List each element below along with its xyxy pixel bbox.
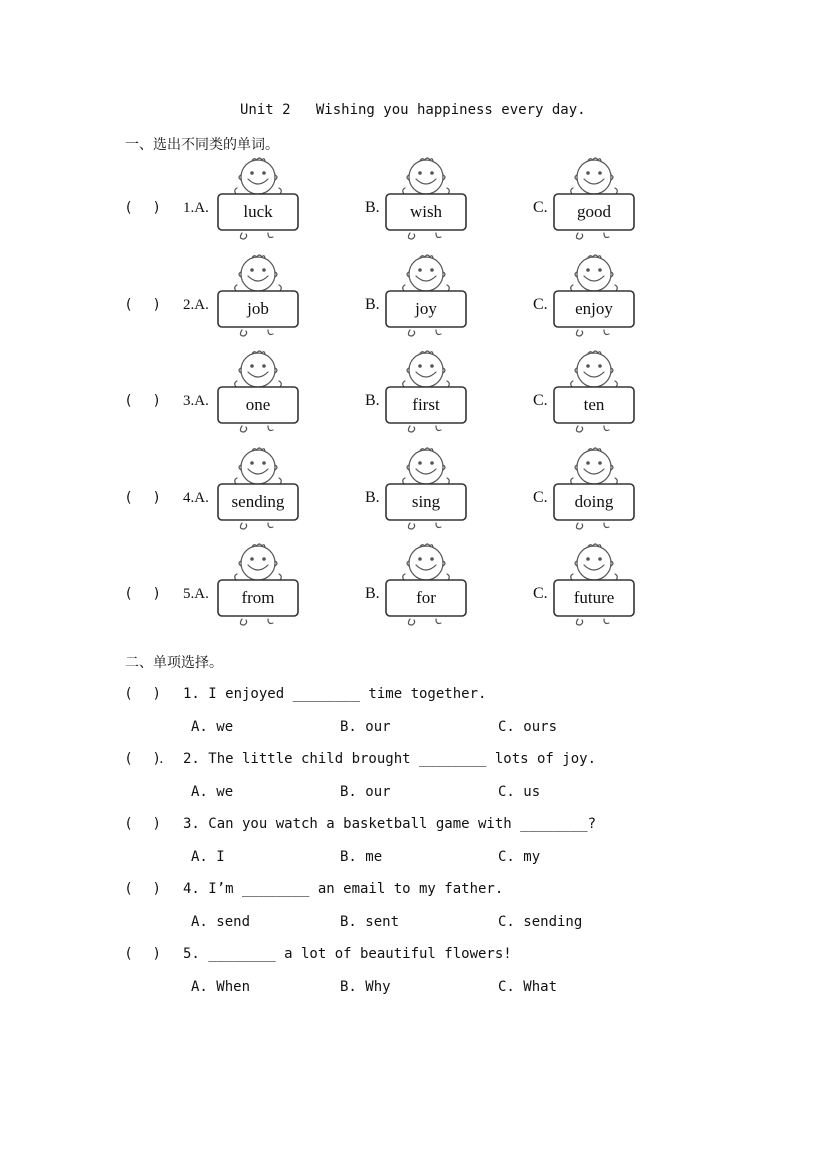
option-letter: B. [365, 392, 380, 409]
word-option: future [573, 588, 615, 607]
word-sign-b [384, 447, 468, 533]
choice-c: C. What [498, 979, 558, 995]
question-number: 1.A. [183, 200, 209, 216]
word-option: sending [231, 492, 285, 511]
answer-blank: ( ) [126, 297, 160, 313]
word-sign-a [216, 543, 300, 629]
word-option: sing [411, 492, 441, 511]
question-stem: 5. ________ a lot of beautiful flowers! [183, 946, 512, 962]
word-sign-b [384, 350, 468, 436]
choice-c: C. us [498, 784, 541, 800]
word-sign-b [384, 157, 468, 243]
option-letter: C. [533, 489, 548, 506]
word-option: wish [409, 202, 443, 221]
word-option: good [577, 202, 611, 221]
word-option: one [245, 395, 271, 414]
question-number: 4.A. [183, 490, 209, 506]
choice-c: C. my [498, 849, 541, 865]
answer-blank: ( ) [126, 816, 160, 832]
word-option: from [241, 588, 275, 607]
word-option: job [247, 299, 269, 318]
choice-b: B. our [340, 719, 391, 735]
word-sign-a [216, 447, 300, 533]
word-sign-c [552, 350, 636, 436]
option-letter: B. [365, 296, 380, 313]
question-stem: 4. I’m ________ an email to my father. [183, 881, 504, 897]
option-letter: B. [365, 489, 380, 506]
answer-blank: ( ) [126, 393, 160, 409]
answer-blank: ( ) [126, 490, 160, 506]
question-stem: 3. Can you watch a basketball game with ________? [183, 816, 597, 832]
word-option: first [412, 395, 440, 414]
option-letter: C. [533, 392, 548, 409]
choice-b: B. sent [340, 914, 400, 930]
choice-a: A. When [191, 979, 251, 995]
word-sign-b [384, 543, 468, 629]
answer-blank: ( ) [126, 200, 160, 216]
section2-heading: 二、单项选择。 [125, 655, 223, 671]
word-sign-a [216, 350, 300, 436]
answer-blank: ( ) [126, 586, 160, 602]
page-title: Unit 2 Wishing you happiness every day. [240, 102, 586, 118]
word-option: joy [415, 299, 437, 318]
word-option: ten [583, 395, 605, 414]
word-option: doing [574, 492, 614, 511]
question-number: 2.A. [183, 297, 209, 313]
word-option: enjoy [575, 299, 613, 318]
choice-b: B. Why [340, 979, 391, 995]
option-letter: C. [533, 199, 548, 216]
word-sign-c [552, 157, 636, 243]
choice-a: A. I [191, 849, 225, 865]
choice-a: A. send [191, 914, 251, 930]
word-sign-c [552, 447, 636, 533]
answer-blank: ( ) [126, 686, 160, 702]
answer-blank: ( ) [126, 881, 160, 897]
choice-a: A. we [191, 784, 234, 800]
choice-c: C. ours [498, 719, 558, 735]
question-number: 5.A. [183, 586, 209, 602]
word-option: for [416, 588, 436, 607]
option-letter: B. [365, 585, 380, 602]
word-option: luck [243, 202, 273, 221]
option-letter: C. [533, 296, 548, 313]
question-stem: 2. The little child brought ________ lots of joy. [183, 751, 597, 767]
word-sign-b [384, 254, 468, 340]
option-letter: C. [533, 585, 548, 602]
answer-blank: ( ) [126, 946, 160, 962]
choice-b: B. me [340, 849, 383, 865]
choice-a: A. we [191, 719, 234, 735]
choice-b: B. our [340, 784, 391, 800]
section1-heading: 一、选出不同类的单词。 [125, 137, 279, 153]
word-sign-a [216, 254, 300, 340]
option-letter: B. [365, 199, 380, 216]
choice-c: C. sending [498, 914, 583, 930]
word-sign-c [552, 543, 636, 629]
question-stem: 1. I enjoyed ________ time together. [183, 686, 487, 702]
word-sign-c [552, 254, 636, 340]
word-sign-a [216, 157, 300, 243]
question-number: 3.A. [183, 393, 209, 409]
answer-blank: ( ). [126, 751, 164, 767]
